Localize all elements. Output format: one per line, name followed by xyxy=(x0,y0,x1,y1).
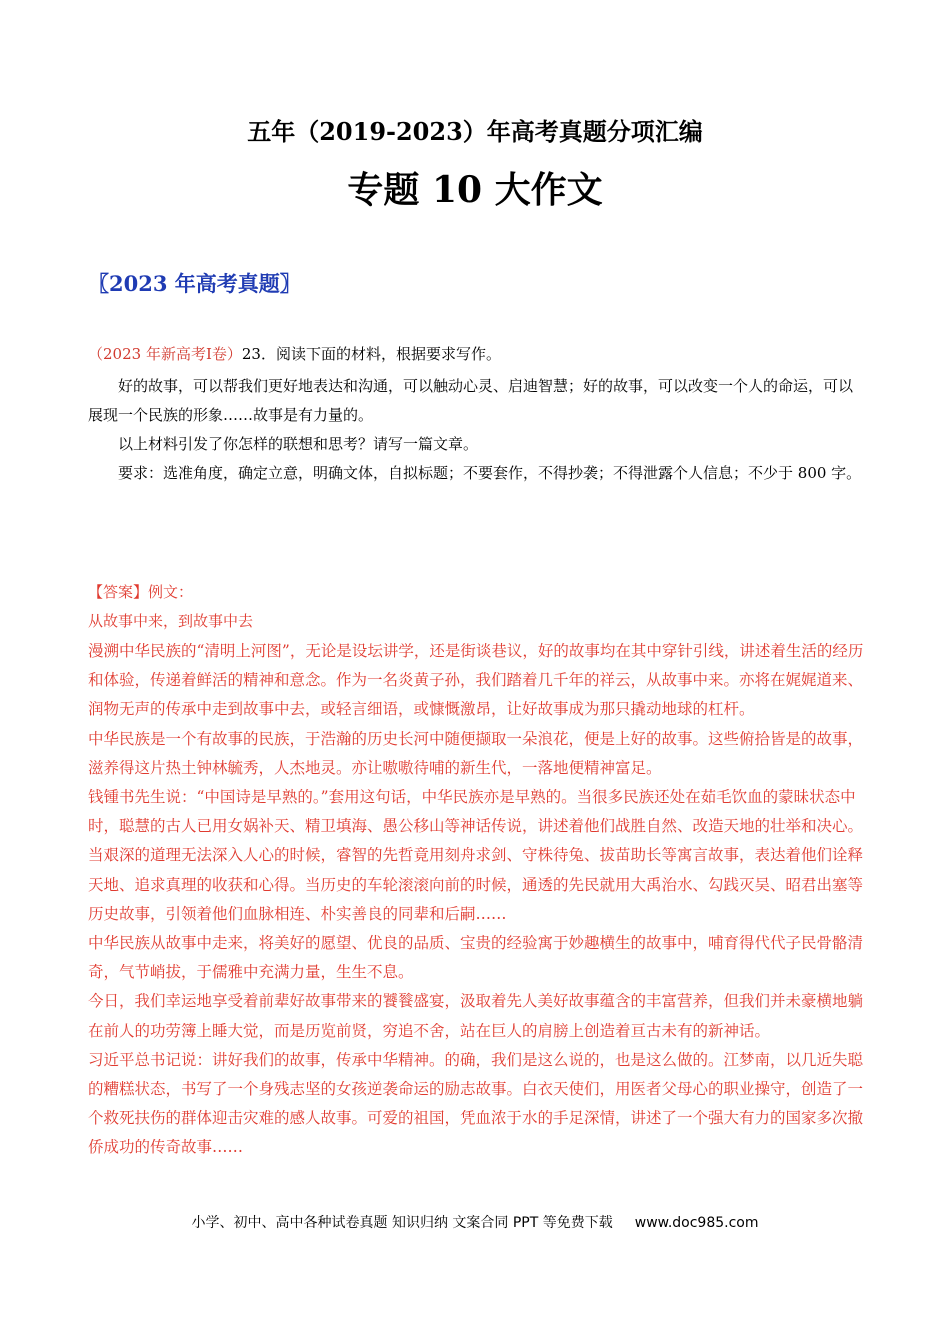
essay-paragraph: 中华民族是一个有故事的民族，于浩瀚的历史长河中随便撷取一朵浪花，便是上好的故事。这些俯拾皆是的故事，滋养得这片热土钟林毓秀，人杰地灵。亦让嗷嗷待哺的新生代，一落地便精神富足。 xyxy=(88,729,864,777)
footer-url[interactable]: www.doc985.com xyxy=(634,1215,759,1231)
question-requirements: 要求：选准角度，确定立意，明确文体，自拟标题；不要套作，不得抄袭；不得泄露个人信息；不少于 800 字。 xyxy=(118,464,862,482)
essay-paragraph: 中华民族从故事中走来，将美好的愿望、优良的品质、宝贵的经验寓于妙趣横生的故事中，哺育得代代子民骨骼清奇，气节峭拔，于儒雅中充满力量，生生不息。 xyxy=(88,934,864,982)
section-heading: 〖2023 年高考真题〗 xyxy=(88,271,301,296)
question-line xyxy=(88,343,501,364)
question-prompt: 以上材料引发了你怎样的联想和思考？请写一篇文章。 xyxy=(118,435,479,453)
page-footer xyxy=(0,1212,950,1232)
essay-paragraph: 钱锺书先生说：“中国诗是早熟的。”套用这句话，中华民族亦是早熟的。当很多民族还处在茹毛饮血的蒙昧状态中时，聪慧的古人已用女娲补天、精卫填海、愚公移山等神话传说，讲述着他们战胜自然、改造天地的壮举和决心。当艰深的道理无法深入人心的时候，睿智的先哲竟用刻舟求剑、守株待兔、拔苗助长等寓言故事，表达着他们诠释天地、追求真理的收获和心得。当历史的车轮滚滚向前的时候，通透的先民就用大禹治水、勾践灭吴、昭君出塞等历史故事，引领着他们血脉相连、朴实善良的同辈和后嗣…… xyxy=(88,788,864,923)
essay-title: 从故事中来，到故事中去 xyxy=(88,612,254,630)
question-number-text: 23．阅读下面的材料，根据要求写作。 xyxy=(241,345,501,363)
answer-label: 【答案】例文： xyxy=(88,583,194,601)
document-title: 五年（2019-2023）年高考真题分项汇编 xyxy=(247,117,703,146)
essay-paragraph: 漫溯中华民族的“清明上河图”，无论是设坛讲学，还是街谈巷议，好的故事均在其中穿针引线，讲述着生活的经历和体验，传递着鲜活的精神和意念。作为一名炎黄子孙，我们踏着几千年的祥云，从故事中来。亦将在娓娓道来、润物无声的传承中走到故事中去，或轻言细语，或慷慨激昂，让好故事成为那只撬动地球的杠杆。 xyxy=(88,642,864,719)
essay-paragraph: 今日，我们幸运地享受着前辈好故事带来的饕餮盛宴，汲取着先人美好故事蕴含的丰富营养，但我们并未豪横地躺在前人的功劳簿上睡大觉，而是历览前贤，穷追不舍，站在巨人的肩膀上创造着亘古未有的新神话。 xyxy=(88,992,864,1040)
question-material: 好的故事，可以帮我们更好地表达和沟通，可以触动心灵、启迪智慧；好的故事，可以改变一个人的命运，可以展现一个民族的形象……故事是有力量的。 xyxy=(88,377,854,424)
essay-body xyxy=(88,637,870,1163)
question-source: （2023 年新高考Ⅰ卷） xyxy=(88,345,242,363)
essay-paragraph: 习近平总书记说：讲好我们的故事，传承中华精神。的确，我们是这么说的，也是这么做的。江梦南，以几近失聪的糟糕状态，书写了一个身残志坚的女孩逆袭命运的励志故事。白衣天使们，用医者父母心的职业操守，创造了一个救死扶伤的群体迎击灾难的感人故事。可爱的祖国，凭血浓于水的手足深情，讲述了一个强大有力的国家多次撤侨成功的传奇故事…… xyxy=(88,1050,864,1157)
topic-title: 专题 10 大作文 xyxy=(347,169,603,211)
footer-text: 小学、初中、高中各种试卷真题 知识归纳 文案合同 PPT 等免费下载 xyxy=(191,1215,613,1231)
